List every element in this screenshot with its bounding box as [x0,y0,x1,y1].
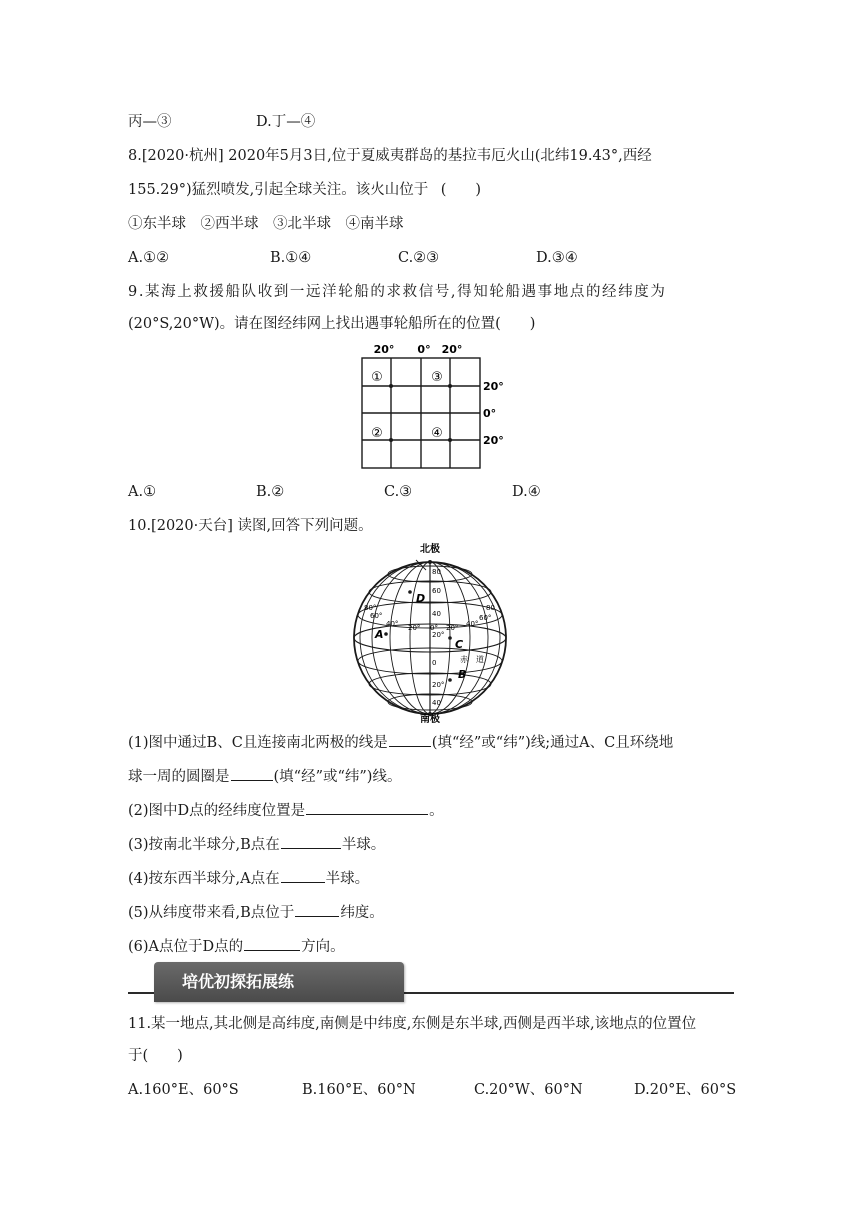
q8-stem-line2 [128,180,489,200]
grid-marker-4: ④ [431,426,443,441]
grid-point-3 [448,384,452,388]
q10-sub5-text-a: (5)从纬度带来看,B点位于 [128,905,295,921]
q10-sub1-line2 [128,766,401,787]
grid-right-label-20s: 20° [483,434,504,447]
lon-label-40e: 40° [466,620,479,628]
q9-option-b: B.② [256,484,285,500]
q9-option-a: A.① [128,484,157,500]
lat-label-80: 80 [432,568,441,576]
q10-sub3-blank[interactable] [281,834,341,849]
lon-label-0: 0° [430,624,438,632]
q9-stem-line1: 9.某海上救援船队收到一远洋轮船的求救信号,得知轮船遇事地点的经纬度为 [128,284,667,300]
q10-sub2-text-b: 。 [429,803,444,819]
q8-option-b: B.①④ [270,250,312,266]
point-d-label: D [416,592,426,605]
grid-point-2 [389,438,393,442]
q9-option-d: D.④ [512,484,541,500]
north-pole-label: 北极 [420,544,440,555]
q10-sub3-text-a: (3)按南北半球分,B点在 [128,837,280,853]
q8-stem-text: 155.29°)猛烈喷发,引起全球关注。该火山位于 [128,182,429,198]
lon-label-80w: 80° [364,604,377,612]
q11-stem-line2: 于( ) [128,1048,183,1064]
q10-stem: 10.[2020·天台] 读图,回答下列问题。 [128,518,373,534]
grid-marker-3: ③ [431,370,443,385]
lon-label-60e: 60° [479,614,492,622]
lat-label-40s: 40 [432,699,441,707]
lat-label-60: 60 [432,587,441,595]
q8-items: ①东半球 ②西半球 ③北半球 ④南半球 [128,216,404,232]
q10-sub1-text-c: 球一周的圆圈是 [128,769,230,785]
globe-figure [348,540,512,724]
q8-option-c: C.②③ [398,250,440,266]
q9-option-c: C.③ [384,484,413,500]
grid-top-label-0: 0° [417,343,431,356]
q10-sub4-text-b: 半球。 [325,871,370,887]
point-b-dot [448,678,452,682]
lat-label-40: 40 [432,610,441,618]
q10-sub6-text-a: (6)A点位于D点的 [128,939,244,955]
lon-label-40w: 40° [386,620,399,628]
grid-top-label-20w: 20° [373,343,395,356]
q10-sub1-blank-1[interactable] [389,732,431,747]
lat-label-0: 0 [432,659,437,667]
lon-label-60w: 60° [370,612,383,620]
q10-sub2-blank[interactable] [306,800,428,815]
point-c-label: C [455,638,464,651]
q11-stem-line1: 11.某一地点,其北侧是高纬度,南侧是中纬度,东侧是东半球,西侧是西半球,该地点的位置位 [128,1016,697,1032]
point-b-label: B [458,668,467,681]
grid-right-label-0: 0° [483,407,497,420]
lon-label-80e: 80 [486,604,495,612]
q10-sub4-blank[interactable] [281,868,325,883]
q10-sub3 [128,834,385,855]
section-title: 培优初探拓展练 [154,962,404,1002]
q10-sub5 [128,902,384,923]
q10-sub1-text-b: (填“经”或“纬”)线;通过A、C且环绕地 [431,735,674,751]
grid-right-label-20n: 20° [483,380,504,393]
lat-label-20s: 20° [432,681,445,689]
q10-sub6-blank[interactable] [244,936,300,951]
q10-sub1-text-a: (1)图中通过B、C且连接南北两极的线是 [128,735,388,751]
grid-marker-1: ① [371,370,383,385]
q10-sub1-blank-2[interactable] [231,766,273,781]
north-pole-dot [428,560,432,564]
grid-top-label-20e: 20° [441,343,463,356]
point-c-dot [448,636,452,640]
q10-sub2-text-a: (2)图中D点的经纬度位置是 [128,803,306,819]
lon-label-20w: 20° [408,624,421,632]
lon-label-20e: 20° [446,624,459,632]
point-a-label: A [375,628,384,641]
grid-point-1 [389,384,393,388]
grid-point-4 [448,438,452,442]
q10-sub6-text-b: 方向。 [301,939,345,955]
point-a-dot [384,632,388,636]
q7-option-c-tail: 丙—③ [128,114,172,130]
q10-sub5-blank[interactable] [295,902,339,917]
lat-lon-grid-figure [340,340,520,472]
q10-sub3-text-b: 半球。 [341,837,386,853]
q10-sub1-line1 [128,732,673,753]
point-d-dot [408,590,412,594]
q10-sub4 [128,868,369,889]
q11-option-d: D.20°E、60°S [634,1082,737,1098]
q10-sub4-text-a: (4)按东西半球分,A点在 [128,871,280,887]
q8-stem-line1: 8.[2020·杭州] 2020年5月3日,位于夏威夷群岛的基拉韦厄火山(北纬19.43°,西经 [128,148,652,164]
q8-option-a: A.①② [128,250,170,266]
q10-sub6 [128,936,345,957]
q11-option-b: B.160°E、60°N [302,1082,416,1098]
q10-sub2 [128,800,444,821]
equator-label: 赤 道 [460,655,484,664]
q8-option-d: D.③④ [536,250,578,266]
south-pole-label: 南极 [420,714,440,724]
q9-stem-line2: (20°S,20°W)。请在图经纬网上找出遇事轮船所在的位置( ) [128,316,536,332]
grid-marker-2: ② [371,426,383,441]
q7-option-d: D.丁—④ [256,114,316,130]
lat-label-20n: 20° [432,631,445,639]
q8-answer-paren: ( ) [440,182,482,198]
q11-option-c: C.20°W、60°N [474,1082,583,1098]
q10-sub1-text-d: (填“经”或“纬”)线。 [273,769,402,785]
q11-option-a: A.160°E、60°S [128,1082,239,1098]
q10-sub5-text-b: 纬度。 [340,905,384,921]
